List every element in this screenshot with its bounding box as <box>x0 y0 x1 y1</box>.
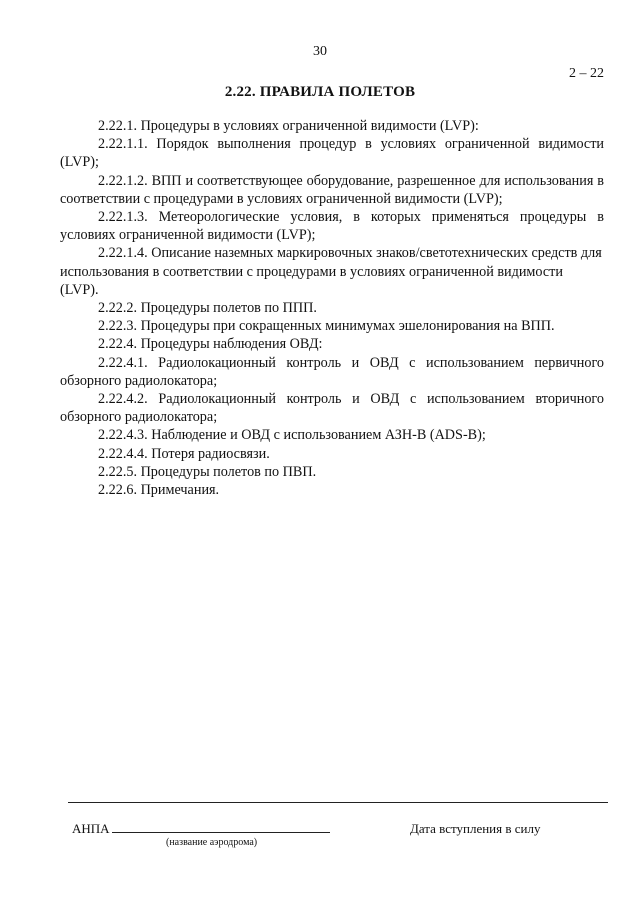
paragraph-2-22-4-1: 2.22.4.1. Радиолокационный контроль и ОВД с использованием первичного обзорного радиолокатора; <box>60 354 604 389</box>
paragraph-2-22-5: 2.22.5. Процедуры полетов по ПВП. <box>98 463 317 480</box>
paragraph-2-22-2: 2.22.2. Процедуры полетов по ППП. <box>98 300 317 317</box>
paragraph-2-22-4: 2.22.4. Процедуры наблюдения ОВД: <box>98 336 323 353</box>
paragraph-2-22-6: 2.22.6. Примечания. <box>98 482 220 499</box>
paragraph-2-22-4-3: 2.22.4.3. Наблюдение и ОВД с использованием АЗН-В (ADS-B); <box>98 427 486 444</box>
footer-anpa-label: АНПА <box>72 821 110 836</box>
footer-divider <box>68 802 608 803</box>
footer-aerodrome-field <box>72 821 330 837</box>
paragraph-2-22-1: 2.22.1. Процедуры в условиях ограниченной видимости (LVP): <box>98 118 479 134</box>
aerodrome-name-caption: (название аэродрома) <box>166 837 258 848</box>
document-body <box>60 117 604 499</box>
page-number: 30 <box>313 44 327 59</box>
section-title: 2.22. ПРАВИЛА ПОЛЕТОВ <box>224 84 416 100</box>
paragraph-2-22-1-4: 2.22.1.4. Описание наземных маркировочных знаков/светотехнических средств для использования в соответствии с процедурами в условиях ограниченной видимости (LVP). <box>60 245 602 298</box>
paragraph-2-22-1-2: 2.22.1.2. ВПП и соответствующее оборудование, разрешенное для использования в соответствии с процедурами в условиях ограниченной видимости (LVP); <box>60 172 604 207</box>
effective-date-label: Дата вступления в силу <box>410 821 541 836</box>
paragraph-2-22-3: 2.22.3. Процедуры при сокращенных минимумах эшелонирования на ВПП. <box>98 318 555 335</box>
paragraph-2-22-1-1: 2.22.1.1. Порядок выполнения процедур в условиях ограниченной видимости (LVP); <box>60 136 604 171</box>
paragraph-2-22-4-2: 2.22.4.2. Радиолокационный контроль и ОВД с использованием вторичного обзорного радиолокатора; <box>60 391 604 426</box>
section-code: 2 – 22 <box>569 66 604 81</box>
paragraph-2-22-4-4: 2.22.4.4. Потеря радиосвязи. <box>98 445 270 462</box>
aerodrome-name-blank <box>112 832 330 833</box>
paragraph-2-22-1-3: 2.22.1.3. Метеорологические условия, в которых применяться процедуры в условиях ограниченной видимости (LVP); <box>60 209 604 244</box>
